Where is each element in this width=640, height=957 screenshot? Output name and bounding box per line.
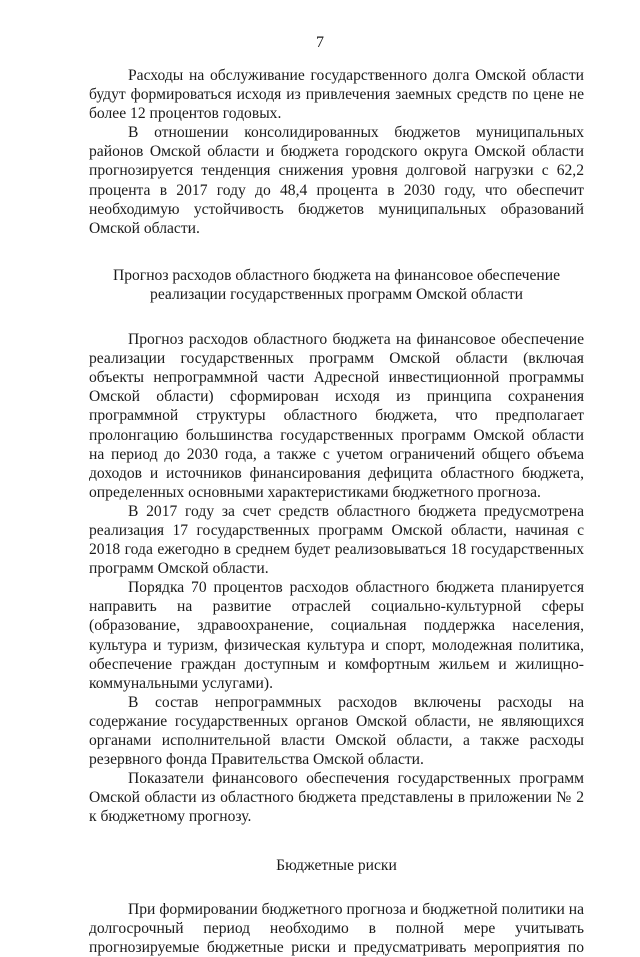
paragraph-debt-service: Расходы на обслуживание государственного долга Омской области будут формироваться исходя из привлечения заемных средств по цене не более 12 процентов годовых. — [89, 67, 584, 123]
paragraph-municipal-debt: В отношении консолидированных бюджетов муниципальных районов Омской области и бюджета городского округа Омской области прогнозируется тенденция снижения уровня долговой нагрузки с 62,2 процента в 2017 году до 48,4 процента в 2030 году, что обеспечит необходимую устойчивость бюджетов муниципальных образований Омской области. — [89, 124, 584, 237]
paragraph-programs-forecast: Прогноз расходов областного бюджета на финансовое обеспечение реализации государственных программ Омской области (включая объекты непрограммной части Адресной инвестиционной программы Омской области) сформирован исходя из принципа сохранения программной структуры областного бюджета, что предполагает пролонгацию большинства государственных программ Омской области на период до 2030 года, а также с учетом ограничений общего объема доходов и источников финансирования дефицита областного бюджета, определенных основными характеристиками бюджетного прогноза. — [89, 331, 584, 501]
section-heading-line-1: Прогноз расходов областного бюджета на финансовое обеспечение — [112, 266, 561, 284]
section-heading-programs — [89, 266, 584, 304]
spacer — [89, 826, 584, 856]
page-number: 7 — [316, 34, 324, 51]
document-body — [89, 66, 584, 957]
spacer — [89, 876, 584, 900]
paragraph-nonprogram-expenses: В состав непрограммных расходов включены расходы на содержание государственных органов Омской области, не являющихся органами исполнительной власти Омской области, а также расходы резервного фонда Правительства Омской области. — [89, 693, 584, 769]
spacer — [89, 304, 584, 330]
section-heading-risks: Бюджетные риски — [276, 857, 397, 875]
paragraph-social-sphere: Порядка 70 процентов расходов областного бюджета планируется направить на развитие отраслей социально-культурной сферы (образование, здравоохранение, социальная поддержка населения, культура и туризм, физическая культура и спорт, молодежная политика, обеспечение граждан доступным и комфортным жильем и жилищно-коммунальными услугами). — [89, 579, 584, 692]
paragraph-budget-risks: При формировании бюджетного прогноза и бюджетной политики на долгосрочный период необходимо в полной мере учитывать прогнозируемые бюджетные риски и предусматривать мероприятия по — [89, 900, 584, 956]
paragraph-appendix-reference: Показатели финансового обеспечения государственных программ Омской области из областного бюджета представлены в приложении № 2 к бюджетному прогнозу. — [89, 770, 584, 826]
paragraph-programs-2017: В 2017 году за счет средств областного бюджета предусмотрена реализация 17 государственных программ Омской области, начиная с 2018 года ежегодно в среднем будет реализовываться 18 государственных программ Омской области. — [89, 502, 584, 578]
spacer — [89, 238, 584, 266]
section-heading-line-2: реализации государственных программ Омской области — [150, 285, 523, 303]
